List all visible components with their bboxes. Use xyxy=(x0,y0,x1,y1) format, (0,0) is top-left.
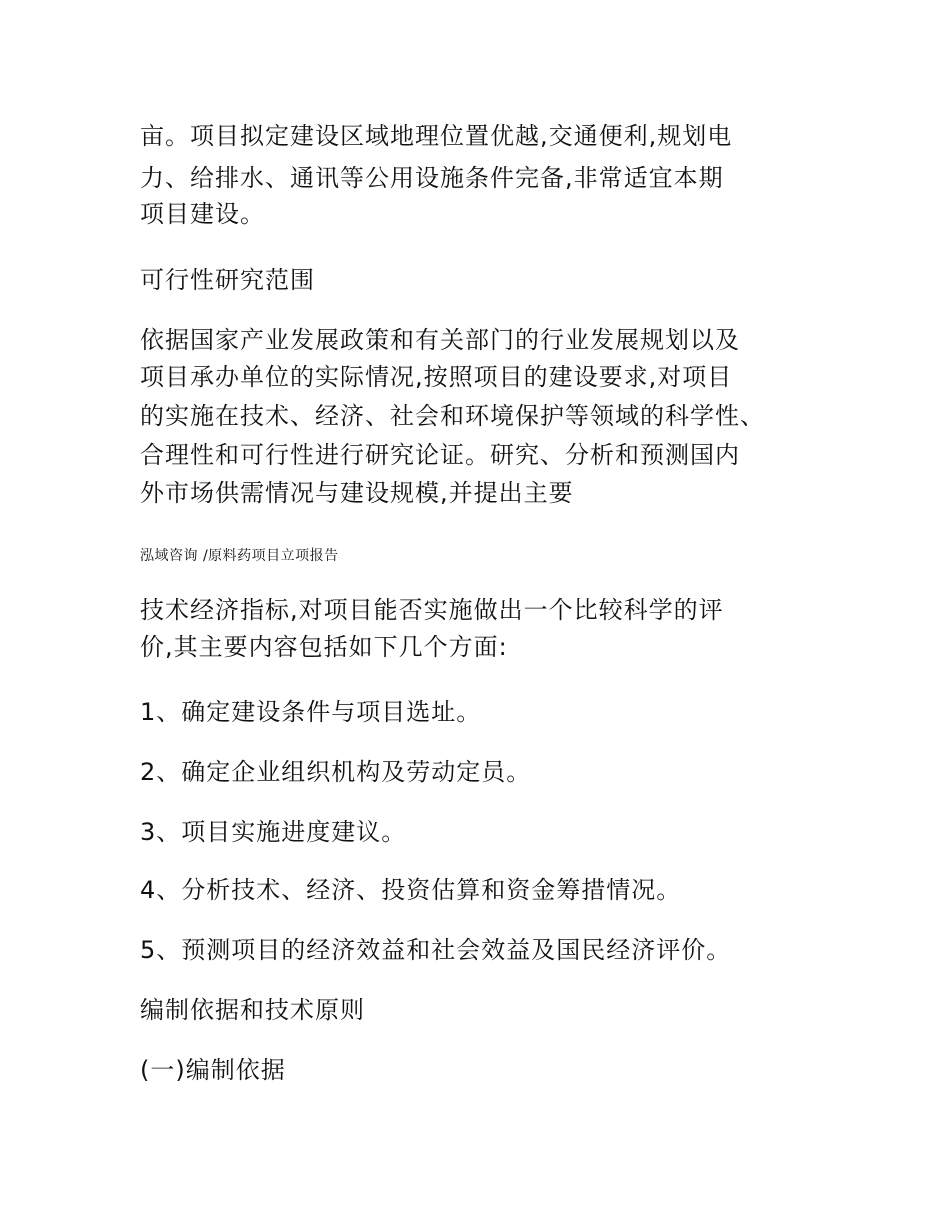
list-item: 4、分析技术、经济、投资估算和资金筹措情况。 xyxy=(140,876,682,904)
text-line: 项目承办单位的实际情况,按照项目的建设要求,对项目 xyxy=(140,363,733,391)
list-item: 1、确定建设条件与项目选址。 xyxy=(140,698,482,726)
list-item: 2、确定企业组织机构及劳动定员。 xyxy=(140,758,532,786)
page-footer: 泓域咨询 /原料药项目立项报告 xyxy=(140,548,339,564)
paragraph-site-conditions xyxy=(140,118,732,232)
heading-text: 可行性研究范围 xyxy=(140,266,315,294)
section-heading-basis: 编制依据和技术原则 xyxy=(140,996,365,1024)
text-line: 的实施在技术、经济、社会和环境保护等领域的科学性、 xyxy=(140,402,765,430)
text-line: 依据国家产业发展政策和有关部门的行业发展规划以及 xyxy=(140,326,740,354)
list-item: 5、预测项目的经济效益和社会效益及国民经济评价。 xyxy=(140,936,732,964)
text-line: 亩。项目拟定建设区域地理位置优越,交通便利,规划电 xyxy=(140,122,733,150)
subsection-heading-basis: (一)编制依据 xyxy=(140,1056,286,1084)
paragraph-scope-description xyxy=(140,322,765,511)
list-item: 3、项目实施进度建议。 xyxy=(140,818,407,846)
text-line: 项目建设。 xyxy=(140,200,265,228)
text-line: 价,其主要内容包括如下几个方面: xyxy=(140,633,508,661)
text-line: 合理性和可行性进行研究论证。研究、分析和预测国内 xyxy=(140,441,740,469)
text-line: 技术经济指标,对项目能否实施做出一个比较科学的评 xyxy=(140,596,724,624)
paragraph-indicators xyxy=(140,592,724,665)
text-line: 力、给排水、通讯等公用设施条件完备,非常适宜本期 xyxy=(140,164,724,192)
text-line: 外市场供需情况与建设规模,并提出主要 xyxy=(140,479,574,507)
section-heading-scope xyxy=(140,262,315,298)
